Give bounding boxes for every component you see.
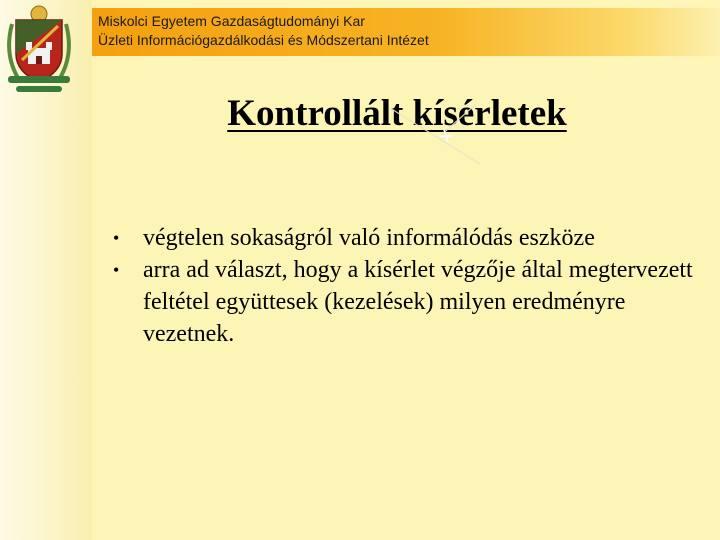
- bullet-text: végtelen sokaságról való informálódás eszköze: [143, 225, 595, 251]
- slide-title: Kontrollált kísérletek: [227, 93, 567, 134]
- list-item: [108, 254, 718, 350]
- bullet-list: [108, 222, 718, 350]
- bullet-icon: •: [113, 260, 120, 280]
- bullet-icon: •: [113, 228, 120, 248]
- header-department: Üzleti Információgazdálkodási és Módszertani Intézet: [98, 32, 429, 48]
- sparkle-decoration: [380, 100, 530, 170]
- header: [98, 12, 429, 50]
- list-item: [108, 222, 718, 254]
- university-crest-icon: [2, 4, 76, 96]
- bullet-text: arra ad választ, hogy a kísérlet végzője által megtervezett feltétel együttesek (kezelések) milyen eredményre vezetnek.: [143, 257, 693, 347]
- header-institution: Miskolci Egyetem Gazdaságtudományi Kar: [98, 13, 365, 29]
